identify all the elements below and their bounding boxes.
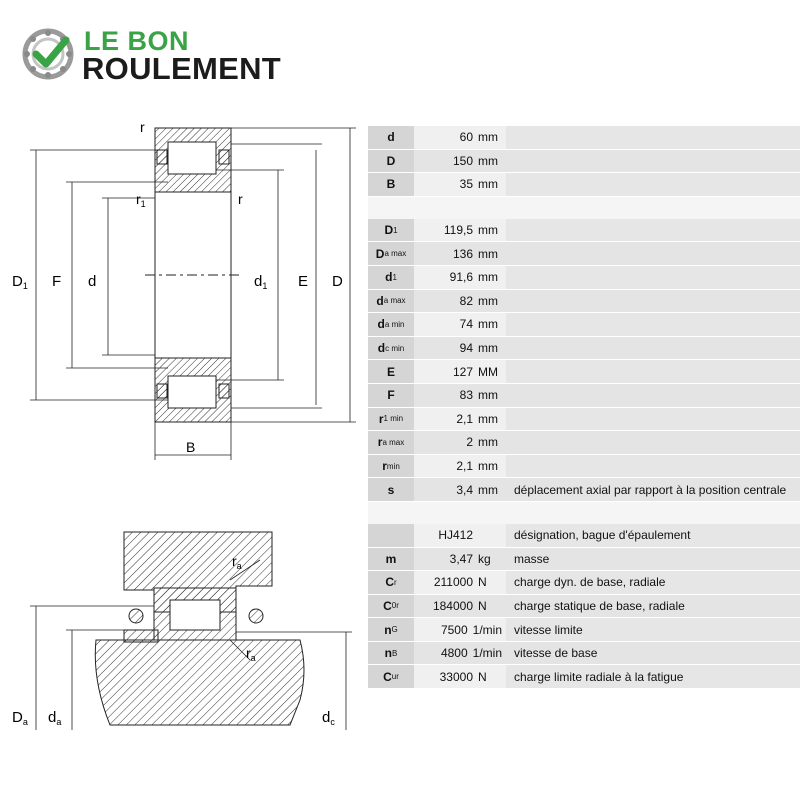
row-value (414, 548, 506, 571)
row-value (414, 524, 506, 547)
row-value (414, 478, 506, 501)
table-row (368, 595, 800, 619)
row-symbol (368, 242, 414, 265)
value-number: 2,1 (456, 411, 473, 426)
table-row (368, 571, 800, 595)
row-symbol (368, 173, 414, 196)
symbol-text: F (387, 388, 395, 403)
symbol-subscript: r (394, 577, 397, 587)
value-number: 119,5 (443, 223, 473, 238)
symbol-text: d (376, 293, 384, 308)
row-symbol (368, 571, 414, 594)
symbol-subscript: a max (382, 437, 405, 447)
label-d1: d (254, 273, 263, 290)
value-number: 91,6 (449, 270, 473, 285)
row-value (414, 665, 506, 688)
brand-line-2: ROULEMENT (82, 51, 282, 86)
row-description: désignation, bague d'épaulement (506, 524, 800, 547)
row-symbol (368, 665, 414, 688)
value-unit: mm (478, 388, 498, 403)
row-value (414, 126, 506, 149)
row-description (506, 242, 800, 265)
symbol-subscript: 1 (392, 272, 397, 282)
table-row (368, 384, 800, 408)
label-Da-sub: a (22, 717, 28, 727)
value-unit: mm (478, 435, 498, 450)
row-symbol (368, 595, 414, 618)
value-number: 35 (459, 177, 473, 192)
row-description (506, 360, 800, 383)
value-number: 7500 (440, 622, 468, 637)
value-unit: mm (478, 246, 498, 261)
label-ra-bottom: r (246, 645, 251, 661)
value-number: 82 (459, 293, 473, 308)
row-description: charge limite radiale à la fatigue (506, 665, 800, 688)
label-dc-sub: c (330, 717, 335, 727)
table-row (368, 337, 800, 361)
symbol-subscript: a max (384, 249, 407, 259)
row-value (414, 571, 506, 594)
row-value (414, 595, 506, 618)
label-d1-sub: 1 (262, 281, 268, 291)
symbol-subscript: ur (391, 672, 399, 682)
row-description (506, 150, 800, 173)
row-value (414, 408, 506, 431)
row-symbol (368, 266, 414, 289)
label-da-sub: a (56, 717, 62, 727)
table-row (368, 360, 800, 384)
row-value (414, 618, 506, 641)
value-unit: N (478, 669, 487, 684)
row-symbol (368, 219, 414, 242)
row-description: déplacement axial par rapport à la position centrale (506, 478, 800, 501)
value-unit: mm (478, 153, 498, 168)
row-symbol (368, 360, 414, 383)
table-row (368, 150, 800, 174)
symbol-text: d (387, 130, 395, 145)
value-number: 136 (452, 246, 473, 261)
value-number: 127 (452, 364, 473, 379)
symbol-subscript: B (392, 648, 398, 658)
row-description (506, 313, 800, 336)
value-number: 150 (452, 153, 473, 168)
symbol-text: B (386, 177, 396, 192)
symbol-text: D (386, 153, 396, 168)
row-description: vitesse de base (506, 642, 800, 665)
row-description (506, 431, 800, 454)
row-value (414, 173, 506, 196)
label-ra-top: r (232, 553, 237, 569)
table-spacer (368, 502, 800, 524)
table-row (368, 665, 800, 689)
row-value (414, 455, 506, 478)
value-number: 83 (459, 388, 473, 403)
row-symbol (368, 313, 414, 336)
table-row (368, 431, 800, 455)
row-symbol (368, 150, 414, 173)
label-D: D (332, 273, 343, 290)
value-unit: N (478, 575, 487, 590)
value-number: 94 (459, 341, 473, 356)
label-r-right: r (238, 191, 243, 207)
row-description (506, 337, 800, 360)
value-number: HJ412 (438, 528, 473, 543)
label-da: d (48, 709, 57, 726)
label-ra-top-sub: a (236, 561, 242, 571)
spec-table (368, 126, 800, 689)
label-d: d (88, 273, 97, 290)
svg-text:Da (12, 709, 28, 727)
row-description (506, 408, 800, 431)
table-row (368, 266, 800, 290)
label-E: E (298, 273, 309, 290)
value-unit: mm (478, 223, 498, 238)
row-symbol (368, 618, 414, 641)
value-number: 2 (466, 435, 473, 450)
table-row (368, 126, 800, 150)
label-F: F (52, 273, 62, 290)
row-description: charge statique de base, radiale (506, 595, 800, 618)
value-number: 184000 (432, 598, 473, 613)
svg-text:D1 (12, 273, 28, 291)
value-unit: mm (478, 459, 498, 474)
label-r-top: r (140, 119, 145, 135)
bearing-cross-section-diagram (0, 110, 368, 480)
symbol-text: D (384, 223, 394, 238)
table-row (368, 242, 800, 266)
table-row (368, 524, 800, 548)
row-description (506, 266, 800, 289)
row-description (506, 384, 800, 407)
table-row (368, 173, 800, 197)
mounting-diagram (0, 520, 368, 770)
performance-group (368, 524, 800, 689)
table-row (368, 313, 800, 337)
row-description: charge dyn. de base, radiale (506, 571, 800, 594)
table-row (368, 548, 800, 572)
dimensions-group (368, 126, 800, 197)
row-value (414, 337, 506, 360)
symbol-text: C (383, 598, 392, 613)
bearing-check-icon (22, 26, 78, 82)
row-symbol (368, 524, 414, 547)
row-description (506, 290, 800, 313)
label-dc: d (322, 709, 331, 726)
row-value (414, 290, 506, 313)
value-unit: MM (478, 364, 498, 379)
row-value (414, 242, 506, 265)
row-description (506, 455, 800, 478)
value-number: 211000 (433, 575, 473, 590)
value-unit: mm (478, 270, 498, 285)
symbol-text: n (384, 646, 392, 661)
brand-logo (22, 26, 302, 86)
row-symbol (368, 548, 414, 571)
abutment-group (368, 219, 800, 502)
symbol-text: C (383, 669, 392, 684)
table-row (368, 455, 800, 479)
value-number: 74 (459, 317, 473, 332)
table-row (368, 408, 800, 432)
value-unit: mm (478, 482, 498, 497)
symbol-text: s (387, 482, 395, 497)
symbol-text: C (385, 575, 394, 590)
row-description (506, 126, 800, 149)
symbol-subscript: c min (385, 343, 405, 353)
symbol-subscript: a max (383, 296, 406, 306)
value-unit: 1/min (472, 622, 502, 637)
symbol-subscript: 1 min (383, 414, 404, 424)
value-unit: kg (478, 551, 491, 566)
table-spacer (368, 197, 800, 219)
value-unit: mm (478, 317, 498, 332)
brand-line-1: LE BON (84, 26, 190, 56)
symbol-text: d (377, 317, 385, 332)
row-value (414, 150, 506, 173)
svg-text:r1 (136, 191, 146, 209)
symbol-subscript: min (386, 461, 400, 471)
symbol-subscript: G (391, 625, 398, 635)
row-symbol (368, 337, 414, 360)
value-number: 60 (459, 130, 473, 145)
symbol-text: r (382, 459, 387, 474)
row-value (414, 431, 506, 454)
label-D1: D (12, 273, 23, 290)
label-D1-sub: 1 (22, 281, 28, 291)
row-value (414, 266, 506, 289)
symbol-subscript: a min (384, 319, 405, 329)
row-description (506, 219, 800, 242)
row-value (414, 642, 506, 665)
svg-text:d1 (254, 273, 267, 291)
label-r1-sub: 1 (140, 199, 146, 209)
value-number: 4800 (440, 646, 468, 661)
label-ra-bottom-sub: a (250, 653, 256, 663)
symbol-text: n (384, 622, 392, 637)
label-r1: r (136, 191, 141, 207)
value-unit: mm (478, 341, 498, 356)
symbol-text: d (385, 270, 393, 285)
symbol-text: r (378, 411, 384, 426)
value-unit: mm (478, 293, 498, 308)
symbol-subscript: 0r (391, 601, 399, 611)
value-unit: mm (478, 130, 498, 145)
row-value (414, 384, 506, 407)
table-row (368, 478, 800, 502)
symbol-subscript: 1 (393, 225, 398, 235)
svg-text:da (48, 709, 61, 727)
value-number: 33000 (439, 669, 473, 684)
table-row (368, 618, 800, 642)
row-symbol (368, 642, 414, 665)
label-Da: D (12, 709, 23, 726)
symbol-text: r (377, 435, 383, 450)
row-value (414, 313, 506, 336)
row-symbol (368, 408, 414, 431)
value-number: 3,4 (456, 482, 473, 497)
label-B: B (186, 439, 196, 455)
value-unit: mm (478, 177, 498, 192)
symbol-text: d (377, 341, 386, 356)
row-symbol (368, 290, 414, 313)
value-number: 3,47 (449, 551, 473, 566)
row-description (506, 173, 800, 196)
table-row (368, 290, 800, 314)
table-row (368, 642, 800, 666)
value-number: 2,1 (456, 459, 473, 474)
row-symbol (368, 431, 414, 454)
value-unit: 1/min (472, 646, 502, 661)
row-symbol (368, 455, 414, 478)
symbol-text: D (375, 246, 385, 261)
row-symbol (368, 126, 414, 149)
symbol-text: m (385, 551, 397, 566)
value-unit: N (478, 598, 487, 613)
table-row (368, 219, 800, 243)
row-description: vitesse limite (506, 618, 800, 641)
row-value (414, 360, 506, 383)
svg-text:dc (322, 709, 335, 727)
symbol-text: E (386, 364, 395, 379)
row-symbol (368, 478, 414, 501)
row-description: masse (506, 548, 800, 571)
row-symbol (368, 384, 414, 407)
row-value (414, 219, 506, 242)
value-unit: mm (478, 411, 498, 426)
